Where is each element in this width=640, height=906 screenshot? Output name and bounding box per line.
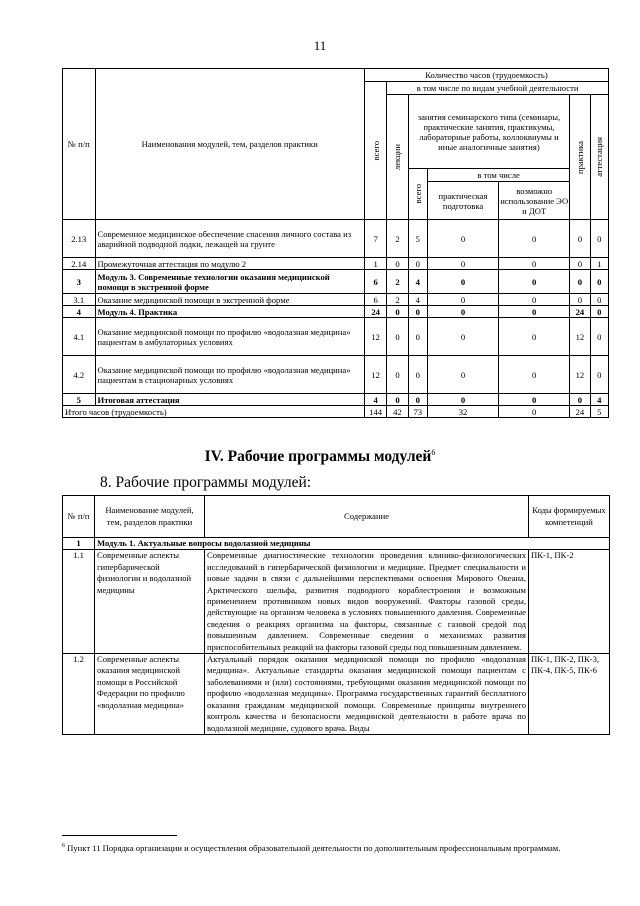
hdr-seminar: занятия семинарского типа (семинары, практические занятия, практикумы, лабораторные работы, коллоквиумы и иные аналогичные занятия) (408, 95, 570, 169)
table-row: 2.14 Промежуточная аттестация по модулю 2 1 0 0 0 0 0 1 (63, 258, 609, 270)
total-row: Итого часов (трудоемкость) 144 42 73 32 0 24 5 (63, 406, 609, 418)
hdr-name: Наименование модулей, тем, разделов практики (95, 496, 205, 538)
hdr-prac-prep: практическая подготовка (428, 182, 499, 219)
footnote: $^6$ Пункт 11 Порядка организации и осуществления образовательной деятельности по дополнительным профессиональным программам. (62, 842, 561, 853)
footnote-divider (62, 835, 177, 836)
hdr-num: № п/п (63, 496, 95, 538)
section-title: IV. Рабочие программы модулей$^6$ (204, 448, 436, 466)
sub-title: 8. Рабочие программы модулей: (100, 474, 312, 491)
table-row: 3.1 Оказание медицинской помощи в экстренной форме 6 2 4 0 0 0 0 (63, 294, 609, 306)
hdr-by-type: в том числе по видам учебной деятельности (387, 82, 609, 95)
hdr-content: Содержание (205, 496, 529, 538)
hdr-attestation: аттестация (590, 95, 608, 220)
table-row: 4.1 Оказание медицинской помощи по профилю «водолазная медицина» пациентам в амбулаторных условиях 12 0 0 0 0 12 0 (63, 318, 609, 356)
module-row: 5 Итоговая аттестация 4 0 0 0 0 0 4 (63, 394, 609, 406)
hdr-hours: Количество часов (трудоемкость) (364, 69, 608, 82)
hdr-num: № п/п (63, 69, 96, 220)
hours-table (62, 68, 609, 418)
footnote-ref: 6 (431, 448, 436, 457)
hdr-incl: в том числе (428, 169, 569, 182)
hdr-total: всего (364, 82, 386, 220)
table-row: 1.1 Современные аспекты гипербарической физиологии и водолазной медицины Современные диагностические технологии проведения клинико-физиологических исследований в гипербарической физиологии и медицине. Предмет специальности и новые задачи в связи с дальнейшими перспективами освоения Мирового Океана, Арктического шельфа, развития подводного кораблестроения и возможным применением противником новых видов вооружений. Факторы газовой среды, действующие на организм человека в условиях повышенного давления. Современные сведения о реакциях организма на факторы, связанные с газовой средой под повышенным давлением. Современные сведения о механизмах развития приспособительных реакций на факторы газовой среды под повышенным давлением. ПК-1, ПК-2 (63, 550, 610, 654)
module-row: 3 Модуль 3. Современные технологии оказания медицинской помощи в экстренной форме 6 2 4 0 0 0 0 (63, 270, 609, 294)
hdr-name: Наименования модулей, тем, разделов практики (95, 69, 364, 220)
hdr-lectures: лекции (387, 95, 408, 220)
hdr-codes: Коды формируемых компетенций (529, 496, 610, 538)
table-row: 1.2 Современные аспекты оказания медицинской помощи в Российской Федерации по профилю «водолазная медицина» Актуальный порядок оказания медицинской помощи по профилю «водолазная медицина». Актуальные стандарты оказания медицинской помощи пациентам с заболеваниями и (или) состояниями, требующими оказания медицинской помощи по профилю «водолазная медицина». Программа государственных гарантий бесплатного оказания гражданам медицинской помощи. Современные принципы внутреннего контроль качества и безопасности медицинской деятельности в работе врача по водолазной медицине, судового врача. Виды ПК-1, ПК-2, ПК-3, ПК-4, ПК-5, ПК-6 (63, 654, 610, 735)
hdr-sem-total: всего (408, 169, 427, 220)
page-number: 11 (313, 38, 327, 53)
module-row: 1 Модуль 1. Актуальные вопросы водолазной медицины (63, 538, 610, 550)
hdr-eo-dot: возможно использование ЭО и ДОТ (500, 185, 569, 216)
hdr-incl-block (427, 169, 569, 220)
table-row: 2.13 Современное медицинское обеспечение спасения личного состава из аварийной подводной лодки, лежащей на грунте 7 2 5 0 0 0 0 (63, 220, 609, 258)
modules-table (62, 495, 610, 735)
table-row: 4.2 Оказание медицинской помощи по профилю «водолазная медицина» пациентам в стационарных условиях 12 0 0 0 0 12 0 (63, 356, 609, 394)
hdr-practice: практика (570, 95, 590, 220)
module-row: 4 Модуль 4. Практика 24 0 0 0 0 24 0 (63, 306, 609, 318)
